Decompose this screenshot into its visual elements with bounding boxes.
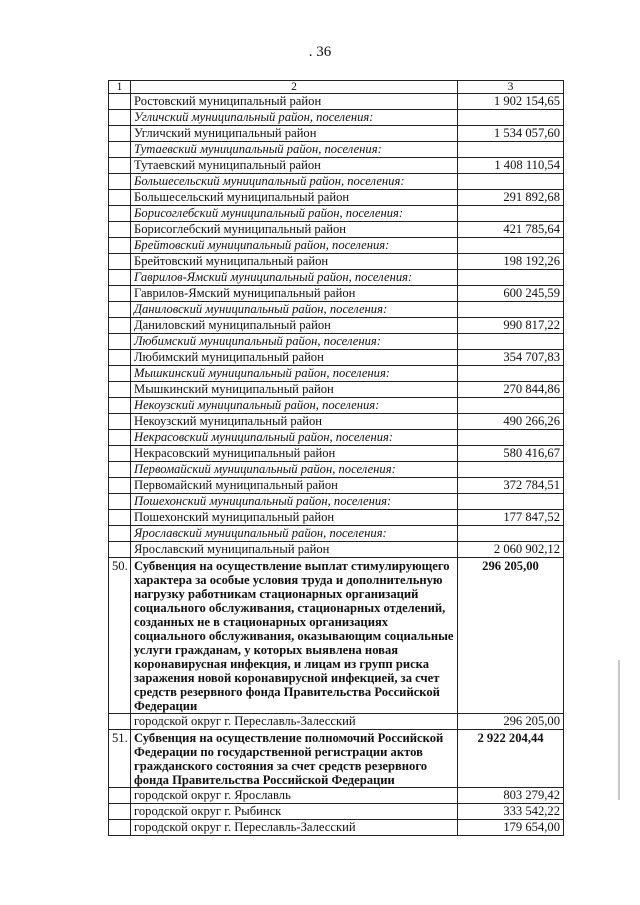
row-name: Субвенция на осуществление выплат стимулирующего характера за особые условия труда и дополнительную нагрузку работникам стационарных организаций социального обслуживания, стационарных отделений, созданных не в стационарных организациях социального обслуживания, оказывающим социальные услуги гражданам, у которых выявлена новая коронавирусная инфекция, и лицам из групп риска заражения новой коронавирусной инфекцией, за счет средств резервного фонда Правительства Российской Федерации xyxy=(131,558,458,714)
scan-edge-mark xyxy=(618,660,620,800)
row-number xyxy=(109,430,131,446)
row-amount: 1 534 057,60 xyxy=(458,126,564,142)
row-number xyxy=(109,110,131,126)
row-amount xyxy=(458,142,564,158)
row-amount: 270 844,86 xyxy=(458,382,564,398)
row-amount: 354 707,83 xyxy=(458,350,564,366)
subheader-row xyxy=(109,174,564,190)
table-row xyxy=(109,714,564,730)
subheader-row xyxy=(109,302,564,318)
table-row xyxy=(109,542,564,558)
row-amount: 2 922 204,44 xyxy=(458,730,564,788)
row-amount: 1 408 110,54 xyxy=(458,158,564,174)
table-row xyxy=(109,510,564,526)
row-number xyxy=(109,462,131,478)
row-amount xyxy=(458,462,564,478)
table-row xyxy=(109,286,564,302)
row-name: Борисоглебский муниципальный район xyxy=(131,222,458,238)
row-amount: 580 416,67 xyxy=(458,446,564,462)
row-number xyxy=(109,788,131,804)
row-number xyxy=(109,126,131,142)
subheader-row xyxy=(109,462,564,478)
row-name: Даниловский муниципальный район xyxy=(131,318,458,334)
row-name: Угличский муниципальный район, поселения: xyxy=(131,110,458,126)
row-number xyxy=(109,350,131,366)
row-name: Гаврилов-Ямский муниципальный район xyxy=(131,286,458,302)
table-row xyxy=(109,804,564,820)
row-number xyxy=(109,94,131,110)
row-number xyxy=(109,478,131,494)
row-number xyxy=(109,174,131,190)
table-row xyxy=(109,788,564,804)
subheader-row xyxy=(109,110,564,126)
row-name: Ярославский муниципальный район, поселения: xyxy=(131,526,458,542)
subheader-row xyxy=(109,398,564,414)
row-name: Борисоглебский муниципальный район, поселения: xyxy=(131,206,458,222)
row-name: Некрасовский муниципальный район, поселения: xyxy=(131,430,458,446)
table-row xyxy=(109,158,564,174)
header-col-3: 3 xyxy=(458,81,564,94)
row-name: городской округ г. Переславль-Залесский xyxy=(131,820,458,836)
page-number: . 36 xyxy=(308,44,332,60)
row-number xyxy=(109,270,131,286)
section-row xyxy=(109,730,564,788)
row-amount xyxy=(458,174,564,190)
row-number xyxy=(109,334,131,350)
row-amount: 803 279,42 xyxy=(458,788,564,804)
row-amount: 291 892,68 xyxy=(458,190,564,206)
row-name: городской округ г. Рыбинск xyxy=(131,804,458,820)
row-amount xyxy=(458,302,564,318)
table-row xyxy=(109,94,564,110)
row-number xyxy=(109,804,131,820)
subheader-row xyxy=(109,238,564,254)
table-header-row xyxy=(109,81,564,94)
row-name: Тутаевский муниципальный район xyxy=(131,158,458,174)
subheader-row xyxy=(109,270,564,286)
row-amount: 2 060 902,12 xyxy=(458,542,564,558)
row-name: Любимский муниципальный район xyxy=(131,350,458,366)
row-name: городской округ г. Переславль-Залесский xyxy=(131,714,458,730)
row-name: Некоузский муниципальный район, поселения: xyxy=(131,398,458,414)
row-number xyxy=(109,206,131,222)
table-row xyxy=(109,350,564,366)
subheader-row xyxy=(109,142,564,158)
subheader-row xyxy=(109,334,564,350)
table-row xyxy=(109,414,564,430)
row-amount xyxy=(458,334,564,350)
row-number xyxy=(109,142,131,158)
row-name: Некоузский муниципальный район xyxy=(131,414,458,430)
row-number xyxy=(109,820,131,836)
row-name: Пошехонский муниципальный район, поселения: xyxy=(131,494,458,510)
row-name: Первомайский муниципальный район, поселения: xyxy=(131,462,458,478)
row-amount: 177 847,52 xyxy=(458,510,564,526)
row-amount xyxy=(458,238,564,254)
row-name: Ростовский муниципальный район xyxy=(131,94,458,110)
row-amount xyxy=(458,270,564,286)
row-amount: 490 266,26 xyxy=(458,414,564,430)
row-name: городской округ г. Ярославль xyxy=(131,788,458,804)
row-number xyxy=(109,382,131,398)
header-col-2: 2 xyxy=(131,81,458,94)
row-name: Большесельский муниципальный район, поселения: xyxy=(131,174,458,190)
row-name: Гаврилов-Ямский муниципальный район, поселения: xyxy=(131,270,458,286)
table-row xyxy=(109,446,564,462)
row-amount xyxy=(458,110,564,126)
row-number xyxy=(109,158,131,174)
row-amount xyxy=(458,494,564,510)
row-name: Некрасовский муниципальный район xyxy=(131,446,458,462)
subheader-row xyxy=(109,430,564,446)
row-name: Даниловский муниципальный район, поселения: xyxy=(131,302,458,318)
row-number xyxy=(109,526,131,542)
row-number xyxy=(109,238,131,254)
subheader-row xyxy=(109,526,564,542)
row-name: Любимский муниципальный район, поселения: xyxy=(131,334,458,350)
row-amount: 198 192,26 xyxy=(458,254,564,270)
row-amount xyxy=(458,430,564,446)
row-number xyxy=(109,318,131,334)
row-name: Брейтовский муниципальный район xyxy=(131,254,458,270)
row-amount: 600 245,59 xyxy=(458,286,564,302)
row-name: Субвенция на осуществление полномочий Российской Федерации по государственной регистрации актов гражданского состояния за счет средств резервного фонда Правительства Российской Федерации xyxy=(131,730,458,788)
row-name: Тутаевский муниципальный район, поселения: xyxy=(131,142,458,158)
row-name: Ярославский муниципальный район xyxy=(131,542,458,558)
row-number xyxy=(109,510,131,526)
subheader-row xyxy=(109,206,564,222)
row-number xyxy=(109,286,131,302)
row-name: Большесельский муниципальный район xyxy=(131,190,458,206)
section-row xyxy=(109,558,564,714)
row-name: Мышкинский муниципальный район, поселения: xyxy=(131,366,458,382)
row-name: Пошехонский муниципальный район xyxy=(131,510,458,526)
row-amount xyxy=(458,526,564,542)
row-amount: 296 205,00 xyxy=(458,558,564,714)
row-number xyxy=(109,222,131,238)
row-name: Брейтовский муниципальный район, поселения: xyxy=(131,238,458,254)
table-row xyxy=(109,254,564,270)
row-number xyxy=(109,302,131,318)
row-amount: 333 542,22 xyxy=(458,804,564,820)
row-amount xyxy=(458,206,564,222)
row-number xyxy=(109,366,131,382)
row-number xyxy=(109,398,131,414)
row-number xyxy=(109,446,131,462)
row-number: 51. xyxy=(109,730,131,788)
row-amount: 990 817,22 xyxy=(458,318,564,334)
row-amount xyxy=(458,398,564,414)
budget-table xyxy=(108,80,564,836)
row-amount: 296 205,00 xyxy=(458,714,564,730)
row-number: 50. xyxy=(109,558,131,714)
table-row xyxy=(109,382,564,398)
table-row xyxy=(109,190,564,206)
row-name: Первомайский муниципальный район xyxy=(131,478,458,494)
row-amount: 421 785,64 xyxy=(458,222,564,238)
table-row xyxy=(109,478,564,494)
row-number xyxy=(109,414,131,430)
subheader-row xyxy=(109,366,564,382)
header-col-1: 1 xyxy=(109,81,131,94)
row-number xyxy=(109,542,131,558)
row-amount: 179 654,00 xyxy=(458,820,564,836)
row-name: Угличский муниципальный район xyxy=(131,126,458,142)
row-amount xyxy=(458,366,564,382)
table-row xyxy=(109,318,564,334)
row-amount: 1 902 154,65 xyxy=(458,94,564,110)
row-number xyxy=(109,190,131,206)
table-row xyxy=(109,820,564,836)
row-number xyxy=(109,494,131,510)
row-amount: 372 784,51 xyxy=(458,478,564,494)
table-row xyxy=(109,126,564,142)
row-number xyxy=(109,714,131,730)
row-name: Мышкинский муниципальный район xyxy=(131,382,458,398)
row-number xyxy=(109,254,131,270)
table-row xyxy=(109,222,564,238)
subheader-row xyxy=(109,494,564,510)
